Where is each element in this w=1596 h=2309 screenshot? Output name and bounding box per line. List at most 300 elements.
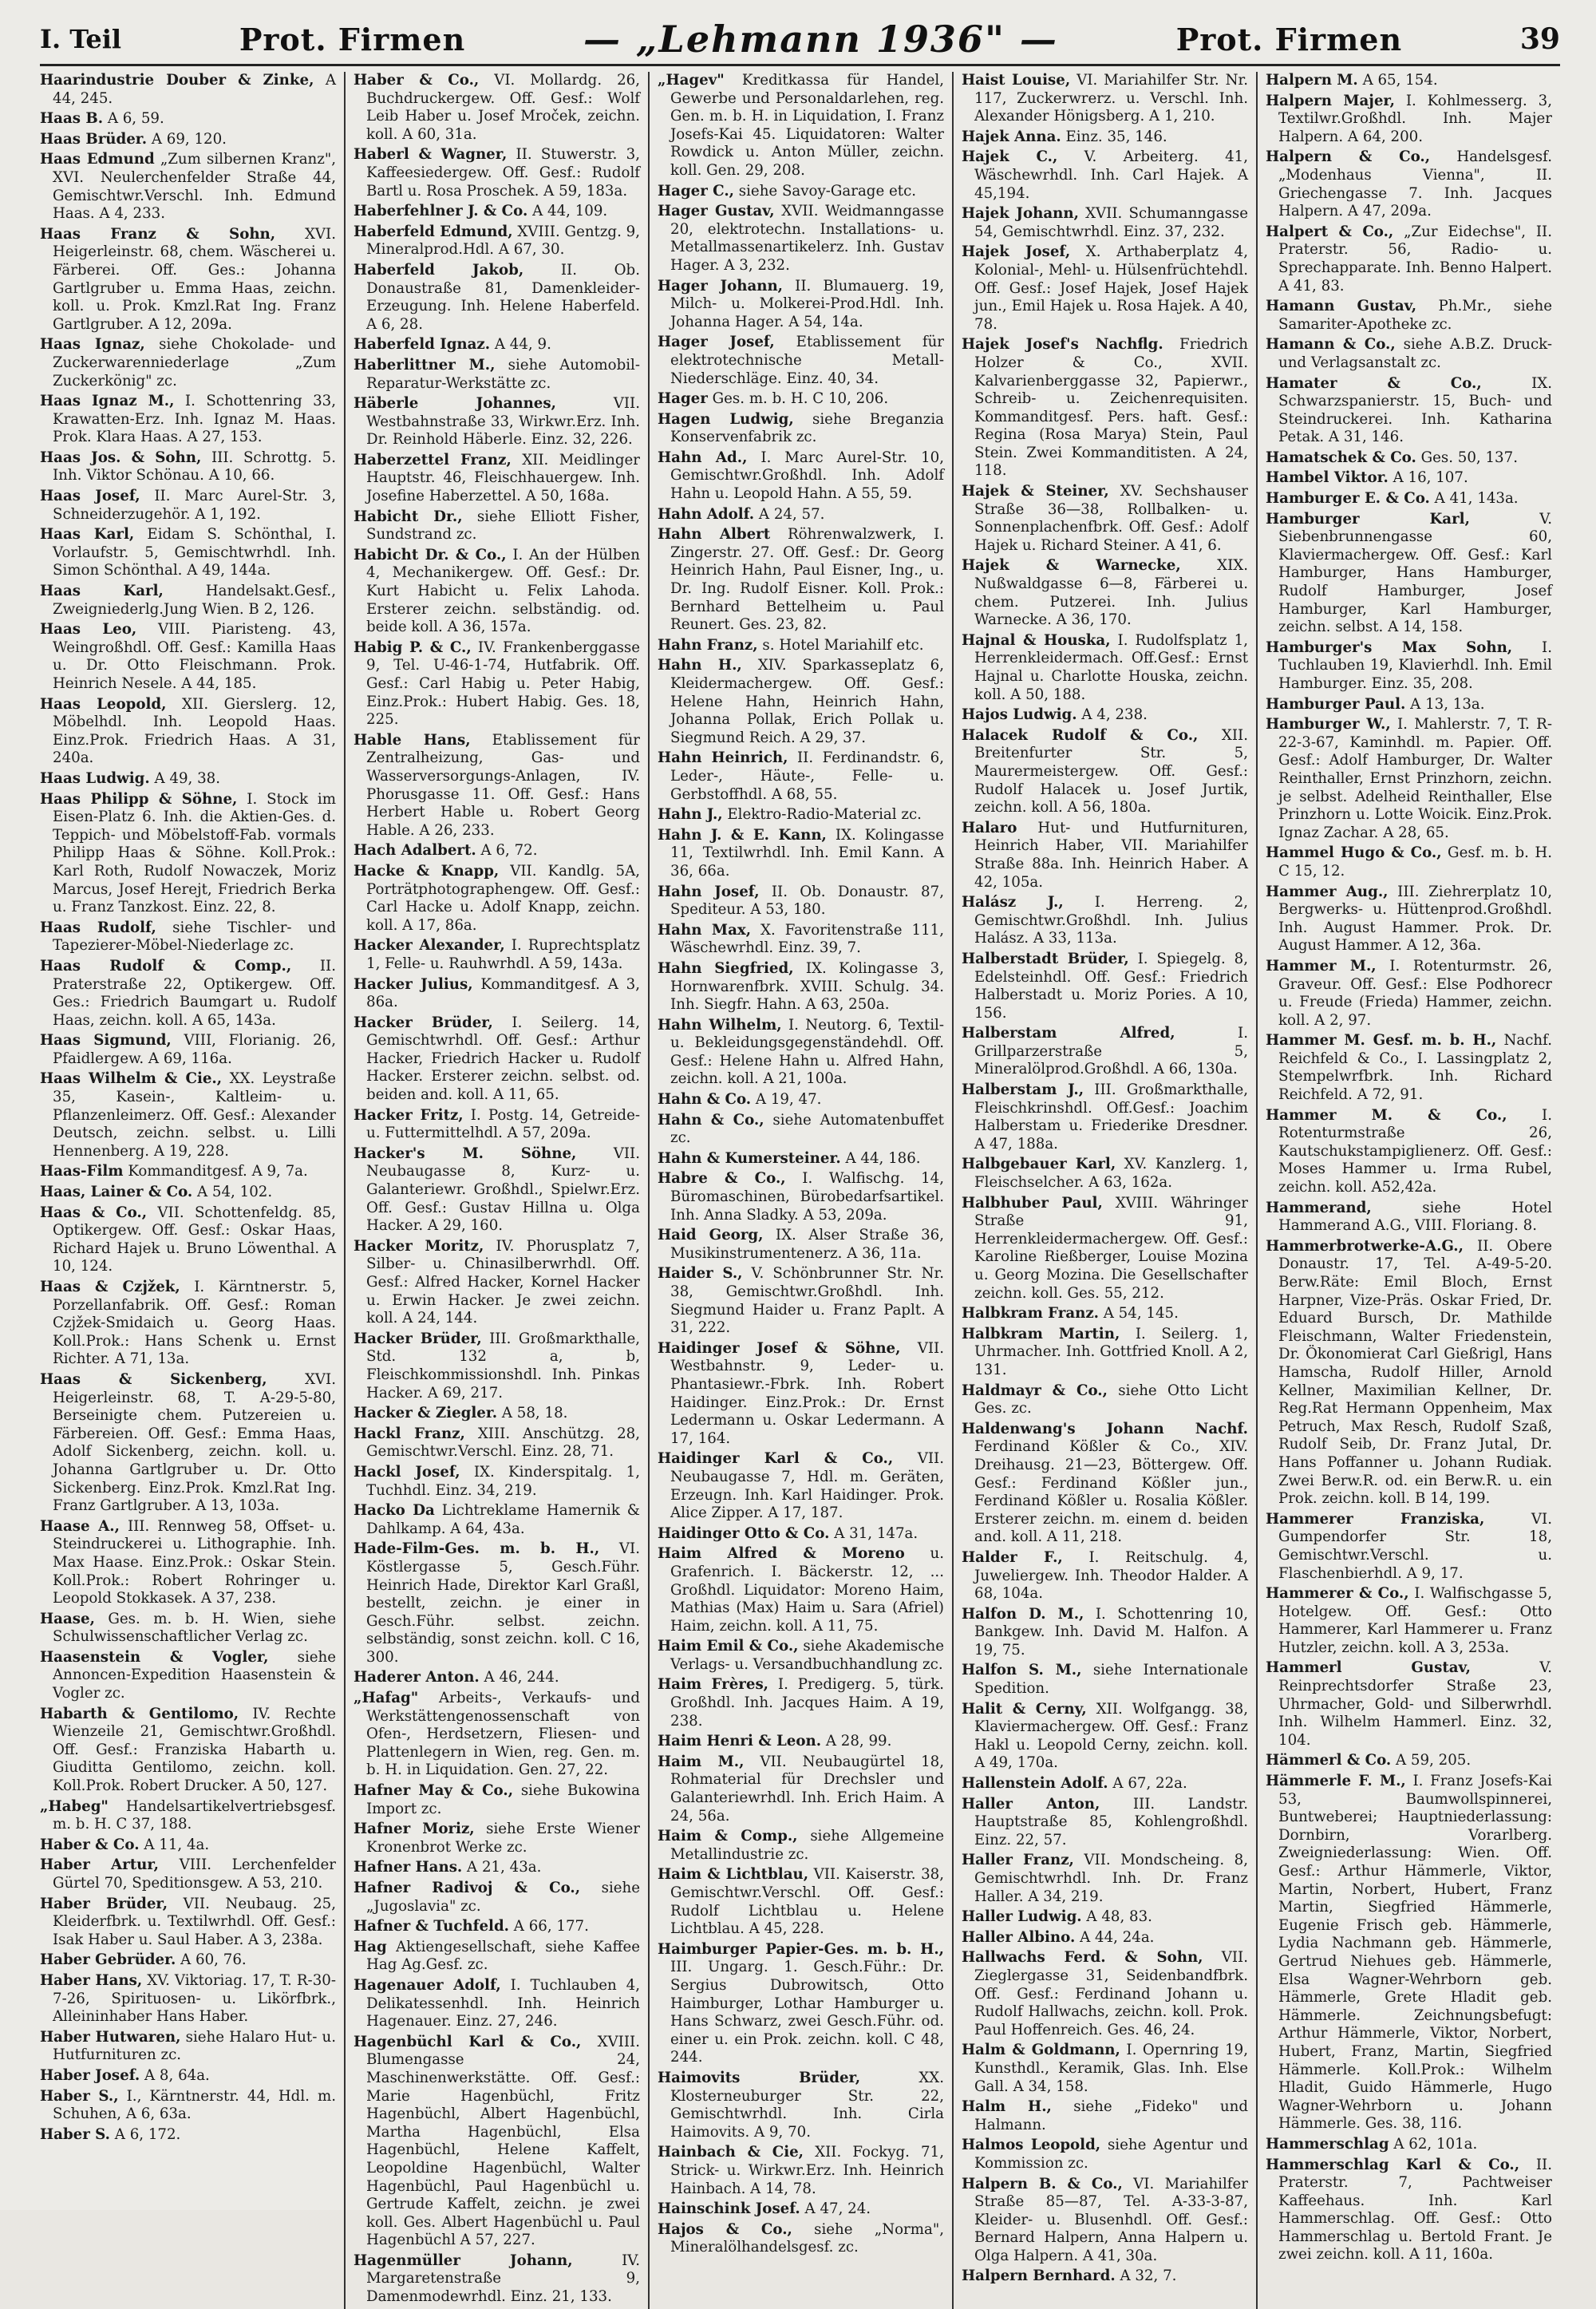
entry-details: A 16, 107. [1388, 469, 1468, 487]
directory-entry [658, 1170, 944, 1224]
entry-details: XII. Fockyg. 71, Strick- u. Wirkwr.Erz. Inh. Heinrich Hainbach. A 14, 78. [670, 2144, 944, 2197]
directory-entry [354, 262, 640, 334]
directory-entry [658, 390, 944, 409]
entry-details: siehe Breganzia Konservenfabrik zc. [670, 410, 945, 446]
directory-entry [354, 1238, 640, 1328]
entry-firm-name: Hammerschlag Karl & Co., [1266, 2156, 1520, 2173]
entry-firm-name: Haber S., [40, 2087, 119, 2105]
directory-entry [40, 1518, 336, 1608]
entry-details: XII. Meidlinger Hauptstr. 46, Fleischhauergew. Inh. Josefine Haberzettel. A 50, 168a. [366, 451, 640, 505]
directory-entry [658, 449, 944, 504]
entry-firm-name: Haas Brüder. [40, 130, 148, 148]
directory-entry [962, 2098, 1248, 2134]
entry-firm-name: Hacker Brüder, [354, 1330, 482, 1347]
directory-entry [962, 1326, 1248, 1380]
entry-firm-name: Hagen Ludwig, [658, 410, 794, 428]
entry-details: IX. Kolingasse 11, Textilwrhdl. Inh. Emil Kann. A 36, 66a. [670, 826, 944, 880]
entry-details: I. Schottenring 10, Bankgew. Inh. David M. Halfon. A 19, 75. [974, 1605, 1248, 1659]
entry-firm-name: Haarindustrie Douber & Zinke, [40, 72, 314, 89]
directory-entry [354, 223, 640, 259]
entry-firm-name: Hafner Radivoj & Co., [354, 1880, 581, 1896]
entry-details: VI. Mollardg. 26, Buchdruckergew. Off. Gesf.: Wolf Leib Haber u. Josef Mroček, zeichn. koll. A 60, 31a. [366, 72, 640, 143]
entry-firm-name: Hagenbüchl Karl & Co., [354, 2033, 582, 2050]
entry-details: II. Praterstraße 22, Optikergew. Off. Ges.: Friedrich Baumgart u. Rudolf Haas, zeichn. koll. A 65, 143a. [53, 957, 336, 1029]
directory-entry [1266, 1752, 1552, 1770]
directory-entry [40, 1032, 336, 1068]
entry-details: II. Stuwerstr. 3, Kaffeesiedergew. Off. Gesf.: Rudolf Bartl u. Rosa Proschek. A 59, 183a. [366, 146, 640, 200]
directory-entry [1266, 958, 1552, 1030]
entry-firm-name: Haldenwang's Johann Nachf. [962, 1420, 1248, 1437]
entry-details: Nachf. Reichfeld & Co., I. Lassingplatz 2, Stempelwrfbrk. Inh. Richard Reichfeld. A 72, 91. [1278, 1032, 1552, 1104]
entry-firm-name: Hammer M. Gesf. m. b. H., [1266, 1032, 1497, 1050]
entry-firm-name: Haim Emil & Co., [658, 1638, 799, 1655]
entry-details: A 32, 7. [1115, 2267, 1177, 2285]
directory-entry [658, 72, 944, 180]
entry-details: Ges. 50, 137. [1416, 449, 1518, 466]
entry-details: I. Neutorg. 6, Textil- u. Bekleidungsgegenständehdl. Off. Gesf.: Helene Hahn u. Alfred Hahn, zeichn. koll. A 21, 100a. [670, 1016, 944, 1088]
entry-firm-name: Haas Rudolf, [40, 919, 156, 936]
entry-firm-name: Hambel Viktor. [1266, 469, 1389, 487]
directory-entry [1266, 469, 1552, 488]
entry-details: A 44, 245. [53, 72, 336, 107]
directory-entry [658, 1091, 944, 1109]
entry-details: V. Reinprechtsdorfer Straße 23, Uhrmacher, Gold- und Silberwrhdl. Inh. Wilhelm Hammerl. Einz. 32, 104. [1278, 1659, 1552, 1749]
entry-details: A 54, 145. [1098, 1305, 1179, 1323]
entry-firm-name: Hagenauer Adolf, [354, 1976, 501, 1994]
directory-entry [962, 1195, 1248, 1303]
directory-entry [354, 146, 640, 200]
directory-entry [354, 1145, 640, 1236]
entry-firm-name: Hammerl Gustav, [1266, 1659, 1471, 1677]
directory-entry [40, 2088, 336, 2124]
entry-details: A 24, 57. [754, 505, 825, 523]
page-number: 39 [1519, 22, 1560, 56]
entry-details: Lichtreklame Hamernik & Dahlkamp. A 64, 43a. [366, 1502, 640, 1537]
entry-firm-name: Hammer Aug., [1266, 883, 1389, 900]
entry-firm-name: Hahn J. & E. Kann, [658, 826, 827, 844]
entry-firm-name: Hahn Adolf. [658, 505, 755, 523]
entry-firm-name: Haas-Film [40, 1163, 124, 1180]
directory-entry [354, 1821, 640, 1856]
entry-firm-name: Haas, Lainer & Co. [40, 1184, 193, 1201]
entry-details: siehe „Norma", Mineralölhandelsgesf. zc. [670, 2220, 944, 2256]
entry-details: siehe Bukowina Import zc. [366, 1782, 640, 1817]
directory-entry [354, 1425, 640, 1461]
entry-details: VII. Westbahnstr. 9, Leder- u. Phantasiewr.-Fbrk. Inh. Robert Haidinger. Einz.Prok.: Dr. Ernst Ledermann u. Oskar Ledermann. A 17, 164. [670, 1339, 944, 1447]
entry-details: siehe Internationale Spedition. [974, 1662, 1248, 1698]
entry-details: I. Kohlmesserg. 3, Textilwr.Großhdl. Inh. Majer Halpern. A 64, 200. [1278, 92, 1552, 145]
entry-details: X. Arthaberplatz 4, Kolonial-, Mehl- u. Hülsenfrüchtehdl. Off. Gesf.: Josef Hajek, Josef Hajek jun., Emil Hajek u. Rosa Hajek. A 40, 78. [974, 243, 1248, 333]
directory-entry [354, 203, 640, 221]
entry-details: Handelsakt.Gesf., Zweigniederlg.Jung Wien. B 2, 126. [53, 583, 336, 618]
directory-entry [40, 336, 336, 390]
entry-details: Einz. 35, 146. [1061, 128, 1167, 145]
entry-firm-name: Hammerer & Co., [1266, 1585, 1409, 1603]
entry-details: A 62, 101a. [1389, 2135, 1478, 2153]
directory-entry [658, 806, 944, 824]
directory-entry [658, 2221, 944, 2257]
directory-entry [658, 411, 944, 447]
entry-details: A 54, 102. [192, 1184, 273, 1201]
entry-details: I. Marc Aurel-Str. 10, Gemischtwr.Großhdl. Inh. Adolf Hahn u. Leopold Hahn. A 55, 59. [670, 449, 944, 503]
entry-details: I. Seilerg. 14, Gemischtwrhdl. Off. Gesf.: Arthur Hacker, Friedrich Hacker u. Rudolf Hacker. Ersterer zeichn. selbst. od. beiden and. koll. A 11, 65. [366, 1014, 640, 1104]
directory-entry [962, 2176, 1248, 2266]
entry-details: A 6, 72. [476, 842, 538, 860]
entry-details: I. Rudolfsplatz 1, Herrenkleidermach. Off.Gesf.: Ernst Hajnal u. Charlotte Houska, zeichn. koll. A 50, 188. [974, 631, 1248, 703]
entry-details: III. Landstr. Hauptstraße 85, Kohlengroßhdl. Einz. 22, 57. [974, 1795, 1249, 1848]
directory-entry [658, 1150, 944, 1168]
entry-details: I. Predigerg. 5, türk. Großhdl. Inh. Jacques Haim. A 19, 238. [670, 1676, 944, 1730]
entry-details: siehe Tischler- und Tapezierer-Möbel-Niederlage zc. [53, 919, 336, 955]
directory-entry [1266, 2157, 1552, 2265]
entry-firm-name: Habig P. & C., [354, 639, 472, 656]
entry-firm-name: „Hagev" [658, 72, 725, 89]
entry-details: A 44, 24a. [1075, 1928, 1155, 1946]
directory-entry [962, 1929, 1248, 1947]
entry-firm-name: Haber Hutwaren, [40, 2028, 181, 2046]
entry-firm-name: Haas Wilhelm & Cie., [40, 1070, 223, 1088]
entry-details: A 21, 43a. [462, 1859, 542, 1876]
directory-entry [658, 1525, 944, 1544]
entry-details: IX. Schwarzspanierstr. 15, Buch- und Steindruckerei. Inh. Katharina Petak. A 31, 146. [1278, 374, 1552, 446]
entry-firm-name: Hackl Josef, [354, 1463, 460, 1481]
entry-firm-name: Halbkram Martin, [962, 1325, 1120, 1342]
entry-firm-name: Hammel Hugo & Co., [1266, 844, 1442, 862]
entry-firm-name: Haber Hans, [40, 1971, 143, 1989]
entry-details: VII. Zieglergasse 31, Seidenbandfbrk. Off. Gesf.: Ferdinand Johann u. Rudolf Hallwachs, zeichn. koll. Prok. Paul Hoffenreich. Ges. 46, 24. [974, 1949, 1248, 2038]
entry-firm-name: Haim Frères, [658, 1676, 769, 1694]
entry-details: siehe Akademische Verlags- u. Versandbuchhandlung zc. [670, 1638, 944, 1673]
directory-entry [1266, 148, 1552, 220]
entry-details: VII. Neubaug. 25, Kleiderfbrk. u. Textilwrhdl. Off. Gesf.: Isak Haber u. Saul Haber. A 3, 238a. [53, 1895, 336, 1948]
directory-entry [658, 526, 944, 635]
directory-entry [354, 2034, 640, 2250]
directory-entry [40, 919, 336, 955]
entry-firm-name: Hamburger's Max Sohn, [1266, 639, 1513, 656]
entry-firm-name: Hahn & Co. [658, 1091, 752, 1109]
entry-firm-name: Hager Johann, [658, 277, 784, 295]
entry-details: I. Tuchlauben 4, Delikatessenhdl. Inh. Heinrich Hagenauer. Einz. 27, 246. [366, 1976, 640, 2030]
directory-entry [962, 1025, 1248, 1079]
entry-details: Kommanditgesf. A 3, 86a. [366, 975, 640, 1011]
entry-firm-name: Haidinger Josef & Söhne, [658, 1339, 901, 1357]
entry-firm-name: Haase, [40, 1610, 95, 1627]
entry-details: A 59, 205. [1391, 1752, 1472, 1769]
entry-details: I. Walfischgasse 5, Hotelgew. Off. Gesf.: Otto Hammerer, Karl Hammerer u. Franz Hutzler, zeichn. koll. A 3, 253a. [1278, 1585, 1552, 1656]
directory-entry [354, 1330, 640, 1402]
directory-entry [40, 1896, 336, 1950]
entry-firm-name: Halpert & Co., [1266, 223, 1394, 240]
directory-entry [1266, 1659, 1552, 1750]
directory-entry [40, 621, 336, 693]
directory-entry [1266, 1511, 1552, 1583]
entry-firm-name: Hammerbrotwerke-A.G., [1266, 1237, 1464, 1255]
entry-details: IV. Frankenberggasse 9, Tel. U-46-1-74, Hutfabrik. Off. Gesf.: Carl Habig u. Peter Habig, Einz.Prok.: Hubert Habig. Ges. 18, 225. [366, 639, 641, 729]
directory-entry [1266, 639, 1552, 694]
directory-entry [354, 336, 640, 354]
entry-details: Ges. m. b. H. Wien, siehe Schulwissenschaftlicher Verlag zc. [53, 1610, 336, 1646]
entry-firm-name: Habre & Co., [658, 1170, 786, 1188]
entry-details: XX. Klosterneuburger Str. 22, Gemischtwrhdl. Inh. Cirla Haimovits. A 9, 70. [670, 2069, 944, 2141]
entry-details: Aktiengesellschaft, siehe Kaffee Hag Ag.Gesf. zc. [366, 1938, 640, 1974]
directory-entry [962, 483, 1248, 555]
entry-details: I. Tuchlauben 19, Klavierhdl. Inh. Emil Hamburger. Einz. 35, 208. [1278, 639, 1552, 692]
entry-details: Etablissement für Zentralheizung, Gas- und Wasserversorgungs-Anlagen, IV. Phorusgasse 11. Off. Gesf.: Hans Herbert Hable u. Robert Georg Hable. A 26, 233. [366, 731, 641, 839]
entry-firm-name: Haimovits Brüder, [658, 2069, 861, 2086]
directory-entry [962, 1908, 1248, 1927]
entry-details: XV. Kanzlerg. 1, Fleischselcher. A 63, 162a. [974, 1156, 1248, 1192]
directory-entry [962, 727, 1248, 817]
entry-firm-name: Häberle Johannes, [354, 395, 556, 413]
directory-entry [1266, 1585, 1552, 1657]
entry-details: A 6, 59. [103, 110, 164, 128]
directory-entry [354, 1939, 640, 1975]
entry-firm-name: Haber Gebrüder. [40, 1951, 176, 1969]
directory-entry [40, 1972, 336, 2026]
entry-firm-name: Hammerand, [1266, 1199, 1372, 1216]
entry-details: Hut- und Hutfurnituren, Heinrich Haber, VII. Mariahilfer Straße 88a. Inh. Heinrich Haber. A 42, 105a. [974, 819, 1248, 891]
entry-details: siehe „Jugoslavia" zc. [366, 1880, 640, 1915]
entry-details: IX. Kinderspitalg. 1, Tuchhdl. Einz. 34, 219. [366, 1463, 640, 1499]
entry-details: VIII, Florianig. 26, Pfaidlergew. A 69, 116a. [53, 1032, 336, 1067]
directory-entry [40, 2029, 336, 2065]
entry-firm-name: Habarth & Gentilomo, [40, 1705, 239, 1722]
entry-firm-name: Haas Jos. & Sohn, [40, 449, 202, 466]
entry-details: VII. Kaiserstr. 38, Gemischtwr.Verschl. Off. Gesf.: Rudolf Lichtblau u. Helene Lichtblau. A 45, 228. [670, 1866, 944, 1938]
entry-details: A 46, 244. [479, 1669, 559, 1686]
entry-firm-name: Haberfeld Jakob, [354, 261, 524, 279]
entry-firm-name: Haas Sigmund, [40, 1032, 172, 1050]
entry-details: V. Arbeiterg. 41, Wäschewrhdl. Inh. Carl Hajek. A 45,194. [974, 148, 1248, 202]
entry-details: A 6, 172. [110, 2125, 181, 2143]
entry-firm-name: „Hafag" [354, 1690, 419, 1707]
directory-entry [40, 770, 336, 789]
entry-firm-name: Hajek Josef's Nachflg. [962, 336, 1163, 354]
entry-details: III. Schrottg. 5. Inh. Viktor Schönau. A 10, 66. [53, 449, 336, 484]
directory-entry [1266, 696, 1552, 714]
directory-entry [962, 632, 1248, 704]
directory-entry [1266, 1773, 1552, 2133]
entry-firm-name: Hafner May & Co., [354, 1782, 514, 1800]
entry-details: XVIII. Währinger Straße 91, Herrenkleidermachergew. Off. Gesf.: Karoline Rießberger, Louise Mozina u. Georg Mozina. Die Gesellschafter zeichn. koll. Ges. 55, 212. [974, 1194, 1248, 1302]
entry-firm-name: Haller Franz, [962, 1852, 1074, 1869]
directory-entry [1266, 1200, 1552, 1236]
entry-details: siehe Savoy-Garage etc. [734, 182, 917, 200]
directory-entry [962, 894, 1248, 948]
directory-entry [40, 1837, 336, 1855]
entry-details: XVII. Schumanngasse 54, Gemischtwrhdl. Einz. 37, 232. [974, 205, 1248, 240]
entry-firm-name: Hainbach & Cie, [658, 2144, 804, 2161]
entry-details: XIII. Anschützg. 28, Gemischtwr.Verschl. Einz. 28, 71. [366, 1425, 640, 1461]
entry-firm-name: Hafner & Tuchfeld. [354, 1918, 509, 1935]
directory-entry [962, 128, 1248, 147]
entry-details: I. Rotenturmstr. 26, Graveur. Off. Gesf.: Else Podhorecr u. Freude (Frieda) Hammer, zeichn. koll. A 2, 97. [1278, 957, 1552, 1029]
directory-entry [1266, 72, 1552, 90]
entry-firm-name: Hämmerle F. M., [1266, 1773, 1406, 1790]
directory-entry [354, 1880, 640, 1916]
entry-details: II. Praterstr. 7, Pachtweiser Kaffeehaus. Inh. Karl Hammerschlag. Off. Gesf.: Otto Hammerschlag u. Bertold Frant. Je zwei zeichn. koll. A 11, 160a. [1278, 2156, 1552, 2264]
entry-firm-name: Haas Leo, [40, 621, 137, 639]
directory-entry [40, 72, 336, 108]
entry-firm-name: Halpern B. & Co., [962, 2175, 1123, 2192]
entry-details: XV. Sechshauser Straße 36—38, Rollbalken- u. Sonnenplachenfbrk. Off. Gesf.: Adolf Hajek u. Richard Steiner. A 41, 6. [974, 483, 1248, 554]
entry-firm-name: Hamburger Paul. [1266, 695, 1406, 713]
entry-firm-name: Hahn & Co., [658, 1111, 764, 1129]
entry-firm-name: Haider S., [658, 1265, 743, 1283]
entry-firm-name: Haas B. [40, 110, 104, 128]
directory-entry [962, 2042, 1248, 2096]
entry-details: „Zum silbernen Kranz", XVI. Neulerchenfelder Straße 44, Gemischtwr.Verschl. Inh. Edmund Haas. A 4, 233. [53, 151, 336, 223]
entry-firm-name: Haas Ignaz, [40, 336, 145, 354]
directory-entry [40, 2126, 336, 2145]
directory-entry [1266, 884, 1552, 955]
directory-entry [40, 131, 336, 149]
directory-entry [1266, 336, 1552, 372]
entry-details: IV. Margaretenstraße 9, Damenmodewrhdl. Einz. 21, 133. [366, 2252, 641, 2306]
entry-firm-name: Haas Ludwig. [40, 769, 150, 787]
page-header [40, 14, 1560, 66]
entry-details: I. Mahlerstr. 7, T. R-22-3-67, Kaminhdl. m. Papier. Off. Gesf.: Adolf Hamburger, Dr. Walter Reinthaller, Ernst Prinzhorn, zeichn. je selbst. Adelheid Reinthaller, Else Prinzhorn u. Lotte Woicik. Einz.Prok. Ignaz Zachar. A 28, 65. [1278, 716, 1552, 841]
directory-entry [40, 151, 336, 223]
entry-firm-name: Haas Leopold, [40, 695, 167, 713]
entry-details: VIII. Lerchenfelder Gürtel 70, Speditionsgew. A 53, 210. [53, 1856, 336, 1892]
directory-entry [962, 1156, 1248, 1192]
entry-details: I. Spiegelg. 8, Edelsteinhdl. Off. Gesf.: Friedrich Halberstadt u. Moriz Pories. A 10, 156. [974, 950, 1248, 1022]
entry-firm-name: Halit & Cerny, [962, 1700, 1087, 1718]
entry-firm-name: Haderer Anton. [354, 1669, 480, 1686]
directory-entry [40, 1951, 336, 1970]
entry-firm-name: Halberstadt Brüder, [962, 950, 1129, 967]
directory-entry [354, 937, 640, 973]
entry-firm-name: Hajos & Co., [658, 2220, 792, 2238]
entry-details: siehe Halaro Hut- u. Hutfurnituren zc. [53, 2028, 336, 2064]
entry-firm-name: Haberl & Wagner, [354, 146, 508, 164]
directory-entry [962, 1081, 1248, 1153]
entry-details: I., Kärntnerstr. 44, Hdl. m. Schuhen, A 6, 63a. [53, 2087, 336, 2123]
entry-details: Handelsartikelvertriebsgesf. m. b. H. C 37, 188. [53, 1797, 336, 1833]
entry-firm-name: Hager C., [658, 182, 734, 200]
directory-entry [1266, 223, 1552, 295]
entry-firm-name: Halder F., [962, 1548, 1063, 1566]
directory-entry [962, 243, 1248, 334]
entry-firm-name: Haim & Lichtblau, [658, 1866, 809, 1884]
entry-firm-name: Haas & Czjžek, [40, 1279, 180, 1295]
entry-details: XX. Leystraße 35, Kasein-, Kaltleim- u. Pflanzenleimerz. Off. Gesf.: Alexander Deutsch, zeichn. selbst. u. Lilli Hennenberg. A 19, 228. [53, 1070, 336, 1160]
column-3 [648, 72, 952, 2309]
entry-details: V. Schönbrunner Str. Nr. 38, Gemischtwr.Großhdl. Inh. Siegmund Haider u. Franz Paplt. A 31, 222. [670, 1265, 945, 1337]
entry-firm-name: Hahn Josef, [658, 883, 760, 900]
column-1 [40, 72, 344, 2309]
entry-firm-name: Hajek & Warnecke, [962, 557, 1181, 575]
entry-details: Röhrenwalzwerk, I. Zingerstr. 27. Off. Gesf.: Dr. Georg Heinrich Hahn, Paul Eisner, Ing., u. Dr. Ing. Rudolf Eisner. Koll. Prok.: Bernhard Bettelheim u. Paul Reunert. Ges. 23, 82. [670, 526, 944, 634]
entry-firm-name: Halacek Rudolf & Co., [962, 726, 1199, 744]
entry-firm-name: Haidinger Otto & Co. [658, 1524, 830, 1542]
directory-entry [658, 749, 944, 804]
directory-entry [962, 205, 1248, 241]
directory-entry [354, 1464, 640, 1500]
entry-details: I. Rotenturmstraße 26, Kautschukstampiglienerz. Off. Gesf.: Moses Hammer u. Irma Rubel, zeichn. koll. A52,42a. [1278, 1106, 1552, 1196]
entry-details: A 44, 109. [527, 203, 608, 220]
entry-firm-name: Haas Edmund [40, 151, 155, 168]
entry-firm-name: Haldmayr & Co., [962, 1382, 1108, 1399]
directory-entry [40, 1184, 336, 1202]
entry-firm-name: Hamburger E. & Co. [1266, 490, 1430, 508]
directory-entry [40, 1856, 336, 1892]
entry-details: A 65, 154. [1357, 72, 1438, 89]
directory-entry [40, 2067, 336, 2086]
entry-details: XVII. Weidmanngasse 20, elektrotechn. Installations- u. Metallmassenartikelerz. Inh. Gustav Hager. A 3, 232. [670, 203, 944, 274]
entry-firm-name: Hach Adalbert. [354, 842, 476, 860]
entry-details: VI. Köstlergasse 5, Gesch.Führ. Heinrich Hade, Direktor Karl Graßl, bestellt, zeichn. je einer in Gesch.Führ. selbst. zeichn. selbständig, sonst zeichn. koll. C 16, 300. [366, 1540, 640, 1666]
entry-firm-name: Halberstam J., [962, 1081, 1084, 1099]
entry-details: XVI. Heigerleinstr. 68, T. A-29-5-80, Berseinigte chem. Putzereien u. Färbereien. Off. Gesf.: Emma Haas, Adolf Sickenberg, zeichn. koll. u. Johanna Gartlgruber u. Dr. Otto Sickenberg. Einz.Prok. Kmzl.Rat Ing. Franz Gartlgruber. A 13, 103a. [53, 1370, 336, 1515]
entry-details: A 19, 47. [751, 1091, 822, 1109]
entry-firm-name: Halberstam Alfred, [962, 1025, 1175, 1042]
directory-entry [1266, 1107, 1552, 1197]
entry-details: siehe Erste Wiener Kronenbrot Werke zc. [366, 1821, 640, 1856]
directory-entry [658, 1941, 944, 2067]
directory-entry [962, 1775, 1248, 1793]
directory-entry [40, 1371, 336, 1516]
directory-entry [354, 1918, 640, 1936]
directory-entry [962, 148, 1248, 203]
entry-details: III. Großmarkthalle, Fleischkrinshdl. Off.Gesf.: Joachim Halberstam u. Friederike Dresdner. A 47, 188a. [974, 1081, 1248, 1153]
column-5 [1256, 72, 1560, 2309]
entry-firm-name: Hacker's M. Söhne, [354, 1145, 577, 1162]
entry-firm-name: Hallwachs Ferd. & Sohn, [962, 1949, 1203, 1967]
directory-entry [354, 452, 640, 506]
listing-columns [40, 72, 1560, 2306]
directory-entry [40, 449, 336, 485]
entry-firm-name: Halm & Goldmann, [962, 2042, 1120, 2059]
entry-details: A 31, 147a. [829, 1524, 918, 1542]
entry-details: A 11, 4a. [139, 1836, 210, 1853]
entry-firm-name: Habicht Dr., [354, 508, 463, 525]
entry-firm-name: Hammer M., [1266, 957, 1377, 975]
entry-details: Arbeits-, Verkaufs- und Werkstättengenossenschaft von Ofen-, Herdsetzern, Fliesen- und Plattenlegern in Wien, reg. Gen. m. b. H. in Liquidation. Gen. 27, 22. [366, 1690, 640, 1779]
directory-entry [40, 791, 336, 917]
directory-entry [1266, 93, 1552, 147]
entry-details: Kreditkassa für Handel, Gewerbe und Personaldarlehen, reg. Gen. m. b. H. in Liquidation, I. Franz Josefs-Kai 45. Liquidatoren: Walter Rowdick u. Anton Müller, zeichn. koll. Gen. 29, 208. [670, 72, 944, 179]
entry-details: X. Favoritenstraße 111, Wäschewrhdl. Einz. 39, 7. [670, 921, 944, 957]
entry-details: A 4, 238. [1077, 706, 1148, 724]
directory-entry [962, 951, 1248, 1022]
directory-entry [658, 203, 944, 275]
entry-firm-name: Halfon D. M., [962, 1605, 1084, 1623]
entry-firm-name: Hacko Da [354, 1502, 435, 1520]
directory-entry [962, 336, 1248, 480]
directory-entry [658, 1112, 944, 1148]
entry-firm-name: Hagenmüller Johann, [354, 2252, 573, 2269]
directory-entry [1266, 375, 1552, 447]
directory-entry [354, 842, 640, 860]
entry-firm-name: Halbhuber Paul, [962, 1194, 1103, 1212]
entry-details: XIX. Nußwaldgasse 6—8, Färberei u. chem. Putzerei. Inh. Julius Warnecke. A 36, 170. [974, 557, 1248, 629]
entry-firm-name: Hager Gustav, [658, 203, 775, 220]
entry-firm-name: Hahn Max, [658, 921, 752, 939]
directory-entry [1266, 844, 1552, 880]
entry-firm-name: Haas & Co., [40, 1204, 148, 1221]
directory-entry [658, 1733, 944, 1751]
directory-entry [354, 72, 640, 144]
entry-details: I. An der Hülben 4, Mechanikergew. Off. Gesf.: Dr. Kurt Habicht u. Felix Lahoda. Ersterer zeichn. selbständig. od. beide koll. A 36, 157a. [366, 546, 640, 636]
directory-entry [354, 1014, 640, 1105]
entry-firm-name: Hahn Ad., [658, 449, 748, 466]
entry-firm-name: Hafner Moriz, [354, 1821, 475, 1838]
entry-firm-name: Haber & Co., [354, 72, 480, 89]
directory-entry [354, 547, 640, 637]
directory-entry [658, 1227, 944, 1263]
